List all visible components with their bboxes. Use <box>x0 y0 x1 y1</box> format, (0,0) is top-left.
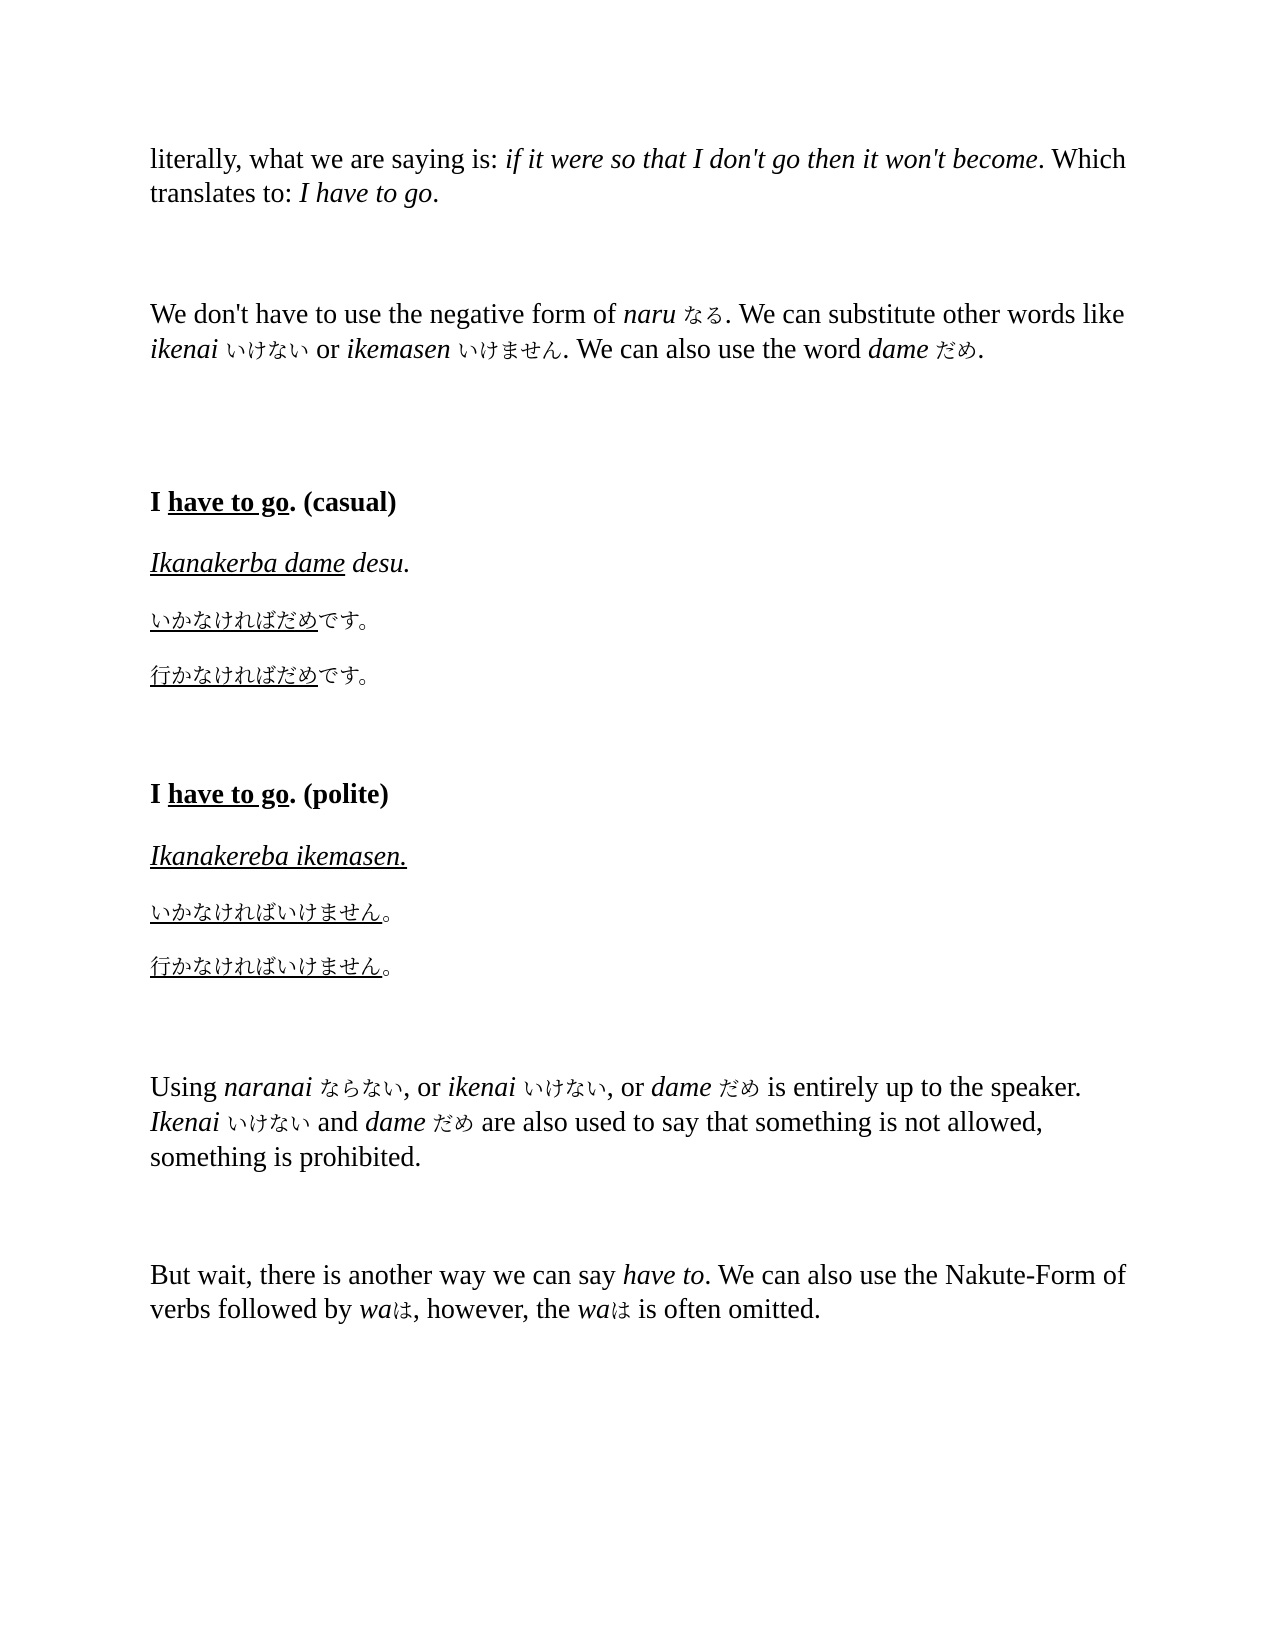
paragraph-nakute-form <box>150 1259 1140 1328</box>
kanji-polite <box>150 953 403 981</box>
text: , however, the <box>412 1294 578 1325</box>
paragraph-usage <box>150 1071 1140 1175</box>
text: 。 <box>382 955 404 979</box>
text: We don't have to use the negative form of <box>150 299 624 330</box>
japanese-text: なる <box>676 304 725 328</box>
romaji-casual <box>150 547 410 581</box>
text: です。 <box>318 664 380 688</box>
text: desu. <box>345 548 411 579</box>
underlined-text: have to go <box>167 487 290 518</box>
italic-text: dame <box>365 1107 426 1138</box>
underlined-text: 行かなければいけません <box>150 955 383 979</box>
japanese-text: いけない <box>219 1112 311 1136</box>
text: But wait, there is another way we can say <box>150 1260 623 1291</box>
text: . We can also use the word <box>562 334 868 365</box>
italic-text: Ikenai <box>150 1107 220 1138</box>
text: です。 <box>318 609 380 633</box>
japanese-text: いけません <box>450 339 563 363</box>
text: I <box>150 487 168 518</box>
text: Using <box>150 1072 224 1103</box>
japanese-text: だめ <box>928 339 978 363</box>
italic-text: naranai <box>223 1072 313 1103</box>
text: and <box>310 1107 366 1138</box>
text: . We can also use the Nakute-Form of verbs followed by <box>150 1260 1127 1325</box>
italic-text: if it were so that I don't go then it won't become <box>505 144 1038 175</box>
italic-text: dame <box>867 334 929 365</box>
document-page <box>150 0 1140 1650</box>
text: I <box>150 779 168 810</box>
underlined-text: have to go <box>167 779 290 810</box>
italic-text: ikemasen <box>346 334 451 365</box>
italic-text: wa <box>577 1294 611 1325</box>
text: is entirely up to the speaker. <box>760 1072 1082 1103</box>
text: . (casual) <box>289 487 397 518</box>
text: , or <box>606 1072 652 1103</box>
italic-text: have to <box>622 1260 705 1291</box>
japanese-text: は <box>610 1299 632 1323</box>
japanese-text: は <box>391 1299 413 1323</box>
heading-casual <box>150 486 397 520</box>
text: , or <box>403 1072 448 1103</box>
italic-text: dame <box>651 1072 712 1103</box>
italic-text: ikenai <box>150 334 219 365</box>
heading-polite <box>150 778 389 812</box>
text: or <box>309 334 347 365</box>
kanji-casual <box>150 662 379 690</box>
text: . <box>432 178 440 209</box>
text: . <box>977 334 985 365</box>
japanese-text: いけない <box>218 339 310 363</box>
japanese-text: ならない <box>312 1077 404 1101</box>
text: is often omitted. <box>631 1294 821 1325</box>
underlined-text: いかなければだめ <box>150 609 318 633</box>
text: . Which translates to: <box>150 144 1126 209</box>
underlined-text: 行かなければだめ <box>150 664 318 688</box>
underlined-text: Ikanakerba dame <box>150 548 346 579</box>
italic-text: naru <box>623 299 677 330</box>
romaji-polite <box>150 840 407 874</box>
paragraph-negative-form <box>150 298 1140 368</box>
italic-text: ikenai <box>447 1072 517 1103</box>
underlined-text: Ikanakereba ikemasen. <box>150 841 408 872</box>
italic-text: I have to go <box>299 178 433 209</box>
kana-casual <box>150 607 379 635</box>
japanese-text: いけない <box>516 1077 607 1101</box>
text: . (polite) <box>289 779 389 810</box>
paragraph-literal-translation <box>150 143 1140 211</box>
japanese-text: だめ <box>711 1077 761 1101</box>
text: . We can substitute other words like <box>724 299 1125 330</box>
japanese-text: だめ <box>425 1112 475 1136</box>
italic-text: wa <box>359 1294 392 1325</box>
underlined-text: いかなければいけません <box>150 901 383 925</box>
text: 。 <box>382 901 404 925</box>
kana-polite <box>150 899 403 927</box>
text: are also used to say that something is not allowed, something is prohibited. <box>150 1107 1043 1173</box>
text: literally, what we are saying is: <box>150 144 506 175</box>
